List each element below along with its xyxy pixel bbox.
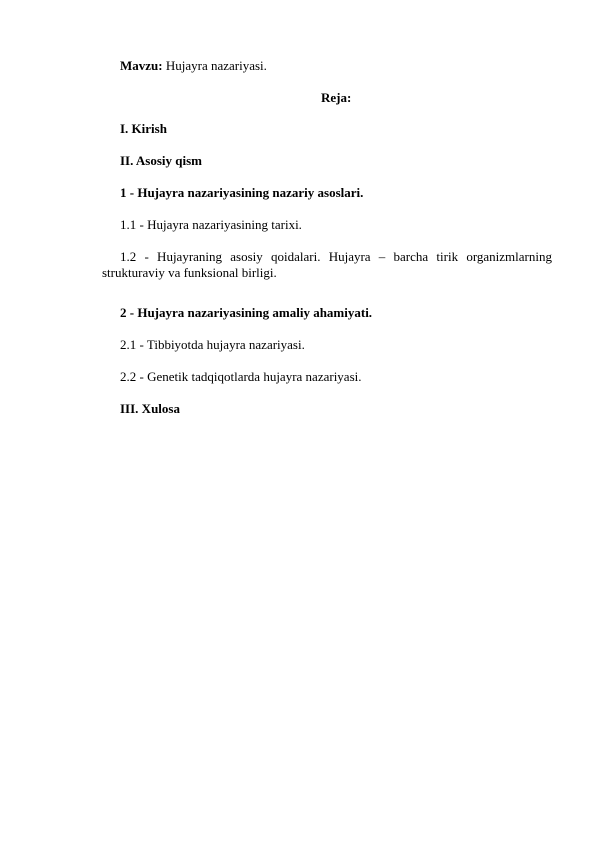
plan-item-main-part: II. Asosiy qism: [120, 153, 202, 168]
topic-label: Mavzu:: [120, 58, 163, 73]
plan-item-introduction: I. Kirish: [120, 121, 167, 136]
plan-item-section-2: 2 - Hujayra nazariyasining amaliy ahamiyati.: [120, 305, 373, 320]
plan-item-section-2-2: 2.2 - Genetik tadqiqotlarda hujayra nazariyasi.: [120, 369, 362, 384]
topic-value: Hujayra nazariyasi.: [162, 58, 267, 73]
plan-item-section-1-2: 1.2 - Hujayraning asosiy qoidalari. Hujayra – barcha tirik organizmlarning strukturaviy va funksional birligi.: [102, 249, 552, 280]
plan-item-conclusion: III. Xulosa: [120, 401, 180, 416]
topic-line: [120, 58, 267, 74]
plan-heading: Reja:: [321, 90, 352, 105]
plan-item-section-1-1: 1.1 - Hujayra nazariyasining tarixi.: [120, 217, 302, 232]
plan-item-section-1: 1 - Hujayra nazariyasining nazariy asoslari.: [120, 185, 364, 200]
plan-item-section-2-1: 2.1 - Tibbiyotda hujayra nazariyasi.: [120, 337, 305, 352]
